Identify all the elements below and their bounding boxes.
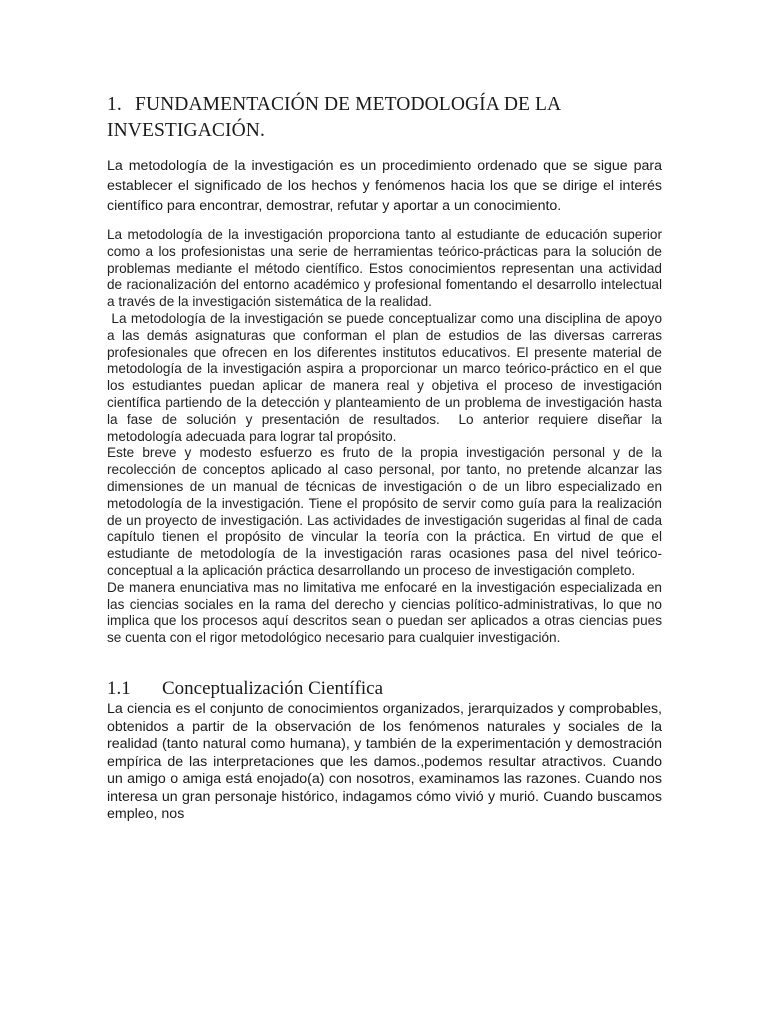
section-1-1-heading [107, 677, 662, 701]
section-1-paragraph-2: La metodología de la investigación se puede conceptualizar como una disciplina de apoyo a las demás asignaturas que conforman el plan de estudios de las diversas carreras profesionales que ofrecen en los diferentes institutos educativos. El presente material de metodología de la investigación aspira a proporcionar un marco teórico-práctico en el que los estudiantes puedan aplicar de manera real y objetiva el proceso de investigación científica partiendo de la detección y planteamiento de un problema de investigación hasta la fase de solución y presentación de resultados. Lo anterior requiere diseñar la metodología adecuada para lograr tal propósito. [107, 310, 666, 444]
section-1-1-number: 1.1 [107, 677, 131, 699]
section-1-title: FUNDAMENTACIÓN DE METODOLOGÍA DE LA INVESTIGACIÓN. [107, 94, 561, 141]
document-content [107, 92, 666, 824]
section-1-1-paragraph: La ciencia es el conjunto de conocimientos organizados, jerarquizados y comprobables, obtenidos a partir de la observación de los fenómenos naturales y sociales de la realidad (tanto natural como humana), y también de la experimentación y demostración empírica de las interpretaciones que les damos.,podemos resultar atractivos. Cuando un amigo o amiga está enojado(a) con nosotros, examinamos las razones. Cuando nos interesa un gran personaje histórico, indagamos cómo vivió y murió. Cuando buscamos empleo, nos [107, 700, 662, 823]
section-1-heading [107, 92, 662, 144]
section-1-number: 1. [107, 94, 122, 115]
section-1-paragraph-1: La metodología de la investigación proporciona tanto al estudiante de educación superior como a los profesionistas una serie de herramientas teórico-prácticas para la solución de problemas mediante el método científico. Estos conocimientos representan una actividad de racionalización del entorno académico y profesional fomentando el desarrollo intelectual a través de la investigación sistemática de la realidad. [107, 227, 662, 310]
section-1-1-title: Conceptualización Científica [162, 677, 384, 699]
section-1-lead-paragraph: La metodología de la investigación es un procedimiento ordenado que se sigue para establecer el significado de los hechos y fenómenos hacia los que se dirige el interés científico para encontrar, demostrar, refutar y aportar a un conocimiento. [107, 158, 662, 214]
section-1-paragraph-4: De manera enunciativa mas no limitativa me enfocaré en la investigación especializada en las ciencias sociales en la rama del derecho y ciencias político-administrativas, lo que no implica que los procesos aquí descritos sean o puedan ser aplicados a otras ciencias pues se cuenta con el rigor metodológico necesario para cualquier investigación. [107, 579, 662, 646]
section-spacer [107, 647, 662, 677]
section-1-paragraph-3: Este breve y modesto esfuerzo es fruto de la propia investigación personal y de la recolección de conceptos aplicado al caso personal, por tanto, no pretende alcanzar las dimensiones de un manual de técnicas de investigación o de un libro especializado en metodología de la investigación. Tiene el propósito de servir como guía para la realización de un proyecto de investigación. Las actividades de investigación sugeridas al final de cada capítulo tienen el propósito de vincular la teoría con la práctica. En virtud de que el estudiante de metodología de la investigación raras ocasiones pasa del nivel teórico-conceptual a la aplicación práctica desarrollando un proceso de investigación completo. [107, 445, 662, 578]
